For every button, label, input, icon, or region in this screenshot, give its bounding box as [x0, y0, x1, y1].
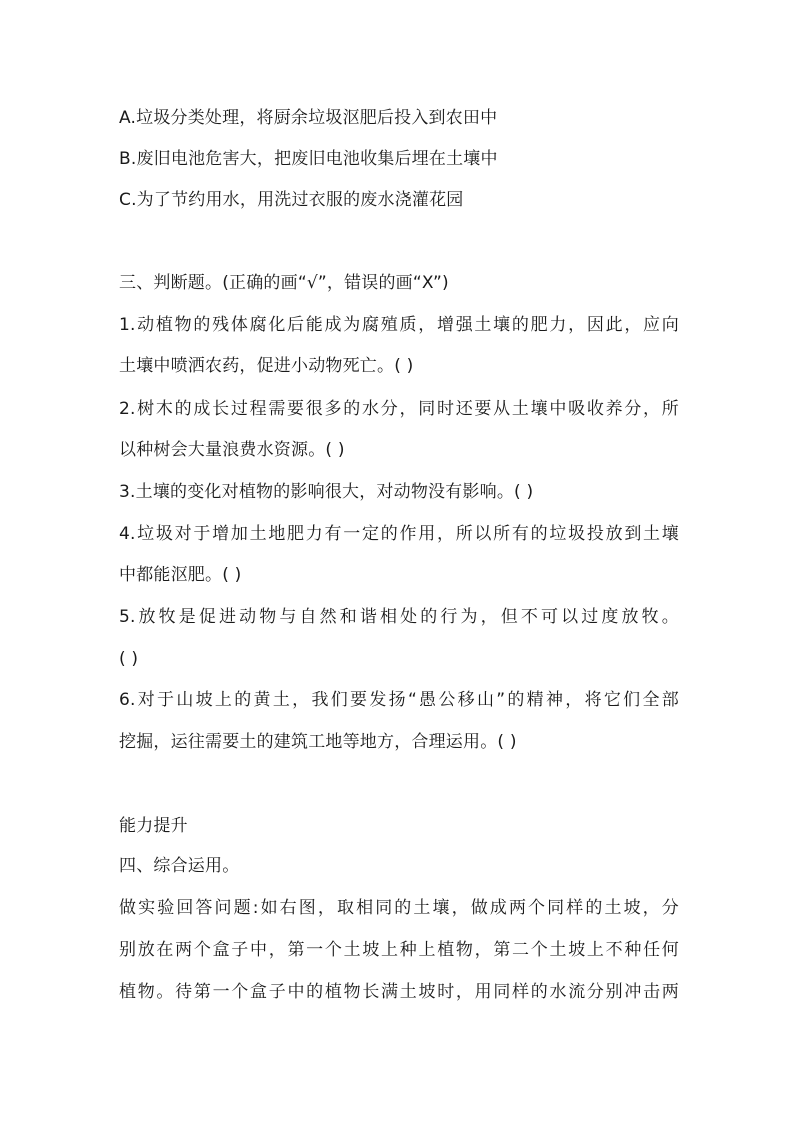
option-c: C.为了节约用水，用洗过衣服的废水浇灌花园	[119, 190, 464, 210]
section-4-subtitle: 能力提升	[119, 816, 188, 836]
option-a: A.垃圾分类处理，将厨余垃圾沤肥后投入到农田中	[119, 108, 498, 128]
section-4-heading: 四、综合运用。	[119, 856, 240, 876]
question-1-line-2: 土壤中喷洒农药，促进小动物死亡。( )	[119, 356, 414, 376]
question-6-line-1: 6.对于山坡上的黄土，我们要发扬“愚公移山”的精神，将它们全部	[119, 690, 679, 710]
question-5-line-2: ( )	[119, 649, 139, 669]
question-1-line-1: 1.动植物的残体腐化后能成为腐殖质，增强土壤的肥力，因此，应向	[119, 315, 679, 335]
question-2-line-1: 2.树木的成长过程需要很多的水分，同时还要从土壤中吸收养分，所	[119, 399, 679, 419]
option-b: B.废旧电池危害大，把废旧电池收集后埋在土壤中	[119, 149, 498, 169]
question-4-line-2: 中都能沤肥。( )	[119, 565, 242, 585]
paragraph-line-2: 别放在两个盒子中，第一个土坡上种上植物，第二个土坡上不种任何	[119, 940, 679, 960]
question-2-line-2: 以种树会大量浪费水资源。( )	[119, 440, 345, 460]
paragraph-line-3: 植物。待第一个盒子中的植物长满土坡时，用同样的水流分别冲击两	[119, 982, 679, 1002]
question-6-line-2: 挖掘，运往需要土的建筑工地等地方，合理运用。( )	[119, 732, 517, 752]
question-5-line-1: 5.放牧是促进动物与自然和谐相处的行为，但不可以过度放牧。	[119, 607, 679, 627]
section-3-heading: 三、判断题。(正确的画“√”，错误的画“X”)	[119, 273, 449, 293]
question-3-line-1: 3.土壤的变化对植物的影响很大，对动物没有影响。( )	[119, 482, 534, 502]
question-4-line-1: 4.垃圾对于增加土地肥力有一定的作用，所以所有的垃圾投放到土壤	[119, 524, 679, 544]
paragraph-line-1: 做实验回答问题:如右图，取相同的土壤，做成两个同样的土坡，分	[119, 898, 679, 918]
